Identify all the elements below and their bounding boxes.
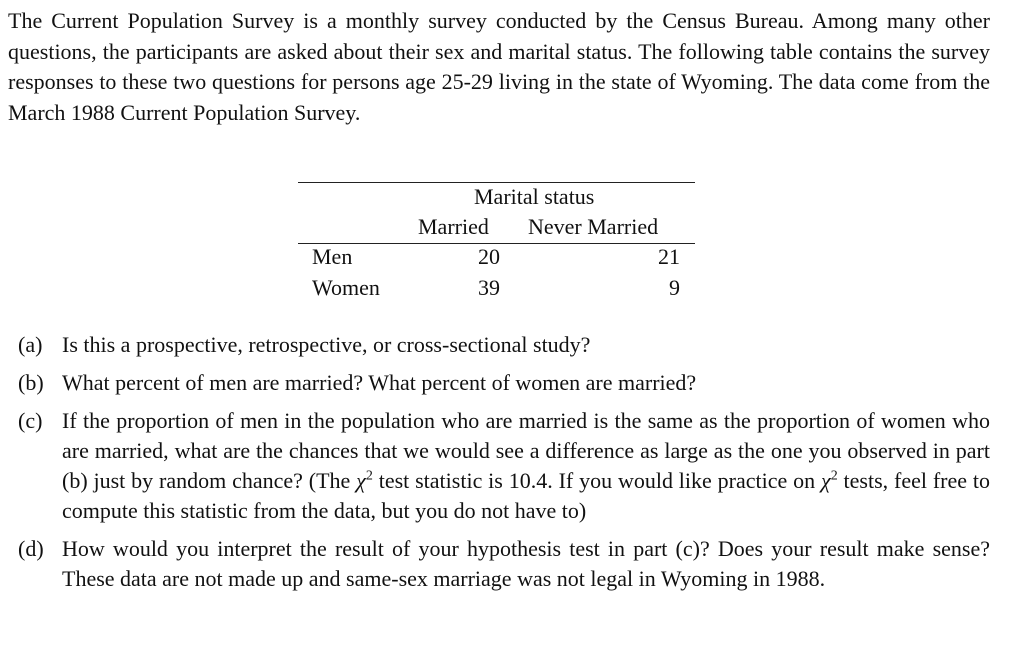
question-b [18, 368, 990, 398]
col-header-never-married: Never Married [528, 214, 659, 239]
cell-women-never-married: 9 [669, 275, 680, 300]
question-text-part-1: If the proportion of men in the population who are married is the same as the proportion of women who are married, what are the chances that we would see a difference as large as the one you observed in part (b) just by random chance? (The [62, 408, 990, 493]
question-text: How would you interpret the result of your hypothesis test in part (c)? Does your result make sense? These data are not made up and same-sex marriage was not legal in Wyoming in 1988. [62, 536, 990, 591]
row-label-men: Men [312, 244, 353, 269]
question-text-part-2: test statistic is 10.4. If you would like practice on [372, 468, 821, 493]
chi-symbol: χ [821, 468, 831, 493]
question-a [18, 330, 990, 360]
question-text-part-3: tests, feel free to compute this statistic from the data, but you do not have to) [62, 468, 990, 523]
question-list [18, 330, 990, 602]
intro-paragraph: The Current Population Survey is a monthly survey conducted by the Census Bureau. Among many other questions, the participants are asked about their sex and marital status. The following table contains the survey responses to these two questions for persons age 25-29 living in the state of Wyoming. The data come from the March 1988 Current Population Survey. [8, 8, 990, 125]
row-label-women: Women [312, 275, 380, 300]
question-text: Is this a prospective, retrospective, or cross-sectional study? [62, 332, 591, 357]
cell-men-married: 20 [478, 244, 500, 269]
question-label: (a) [18, 332, 43, 357]
table-top-rule [298, 182, 695, 183]
chi-exponent: 2 [830, 468, 838, 484]
question-c [18, 406, 990, 526]
chi-exponent: 2 [365, 468, 373, 484]
col-header-married: Married [418, 214, 489, 239]
cell-men-never-married: 21 [658, 244, 680, 269]
question-text: What percent of men are married? What percent of women are married? [62, 370, 697, 395]
cell-women-married: 39 [478, 275, 500, 300]
chi-symbol: χ [356, 468, 366, 493]
question-d [18, 534, 990, 594]
question-label: (b) [18, 370, 44, 395]
question-label: (c) [18, 408, 43, 433]
question-label: (d) [18, 536, 44, 561]
group-header: Marital status [474, 184, 595, 209]
